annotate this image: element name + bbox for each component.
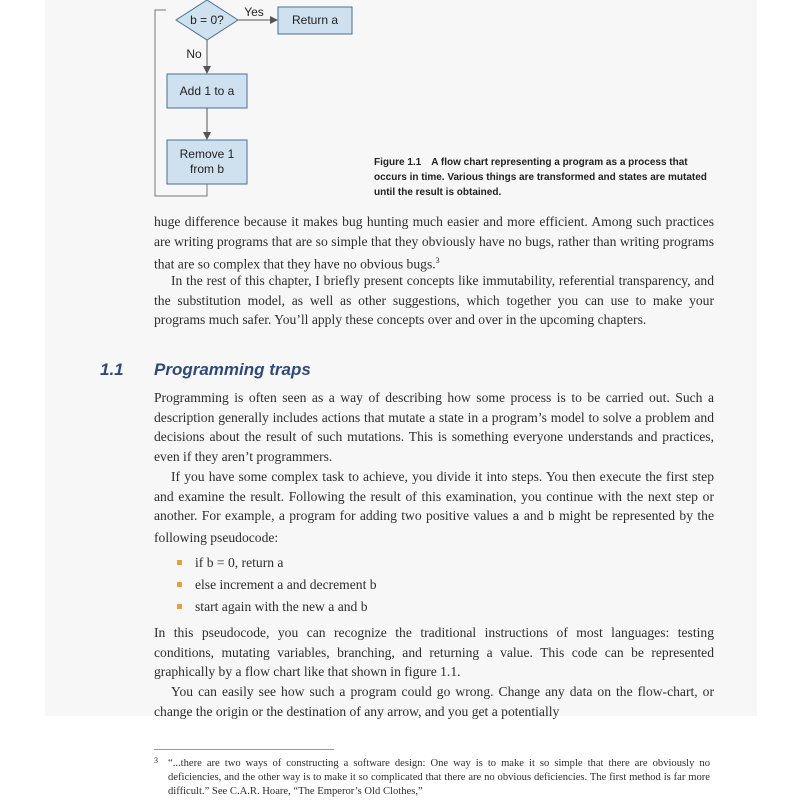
intro-paragraph-1-text: huge difference because it makes bug hunting much easier and more efficient. Among such practices are writing programs that are so simple that they obviously have no bugs, rather than writing programs that are so complex that they have no obvious bugs. — [154, 214, 714, 272]
section-number: 1.1 — [100, 360, 124, 379]
body-paragraph-3: In this pseudocode, you can recognize the traditional instructions of most languages: testing conditions, mutating variables, branching, and returning a value. This code can be represented graphically by a flow chart like that shown in figure 1.1. — [154, 625, 714, 680]
yes-label: Yes — [244, 5, 264, 19]
footnote-rule — [154, 749, 334, 750]
list-item-text: else increment a and decrement b — [195, 577, 377, 592]
figure-caption-text: A flow chart representing a program as a process that occurs in time. Various things are transformed and states are mutated until the result is obtained. — [374, 157, 707, 198]
code-b: b — [547, 511, 555, 525]
footnote — [154, 757, 710, 799]
code-a: a — [512, 511, 520, 525]
no-label: No — [186, 47, 202, 61]
body-paragraph-1: Programming is often seen as a way of describing how some process is to be carried out. Such a description generally includes actions that mutate a state in a program’s model to solve a problem and decisions about the result of such mutations. This is something everyone understands and practices, even if they aren’t programmers. — [154, 390, 714, 465]
list-item-text: start again with the new a and b — [195, 599, 368, 614]
remove-label-line1: Remove 1 — [179, 147, 235, 161]
body-paragraph-2 — [154, 467, 714, 548]
list-item-text: if b = 0, return a — [195, 555, 284, 570]
body-paragraph-4: You can easily see how such a program could go wrong. Change any data on the flow-chart, or change the origin or the destination of any arrow, and you get a potentially — [154, 684, 714, 719]
footnote-number: 3 — [154, 756, 158, 765]
figure-caption — [374, 155, 714, 200]
section-title: Programming traps — [154, 360, 311, 379]
intro-paragraph-2: In the rest of this chapter, I briefly present concepts like immutability, referential transparency, and the substitution model, as well as other suggestions, which together you can use to make your programs much safer. You’ll apply these concepts over and over in the upcoming chapters. — [154, 273, 714, 328]
add-label: Add 1 to a — [179, 84, 235, 98]
bullet-marker — [177, 560, 182, 565]
list-item — [175, 552, 675, 574]
remove-label — [167, 147, 247, 177]
remove-label-line2: from b — [189, 162, 224, 176]
footnote-ref[interactable]: 3 — [435, 256, 440, 266]
figure-number: Figure 1.1 — [374, 157, 422, 168]
section-heading — [100, 360, 700, 384]
list-item — [175, 596, 675, 618]
decision-label: b = 0? — [190, 13, 224, 27]
body-paragraph-2-text-b: and — [519, 508, 548, 524]
bullet-marker — [177, 582, 182, 587]
body-paragraph-2-text-c: might be represented by the following pseudocode: — [154, 508, 714, 546]
footnote-text: “...there are two ways of constructing a software design: One way is to make it so simple that there are obviously no deficiencies, and the other way is to make it so complicated that there are no obvious deficiencies. The first method is far more difficult.” See C.A.R. Hoare, “The Emperor’s Old Clothes,” — [168, 758, 710, 797]
intro-paragraph-1 — [154, 212, 714, 275]
return-label: Return a — [291, 13, 339, 27]
pseudocode-list — [175, 552, 675, 618]
bullet-marker — [177, 604, 182, 609]
body-paragraph-2-text-a: If you have some complex task to achieve, you divide it into steps. You then execute the first step and examine the result. Following the result of this examination, you continue with the next step or another. For example, a program for adding two positive values — [154, 469, 714, 524]
list-item — [175, 574, 675, 596]
